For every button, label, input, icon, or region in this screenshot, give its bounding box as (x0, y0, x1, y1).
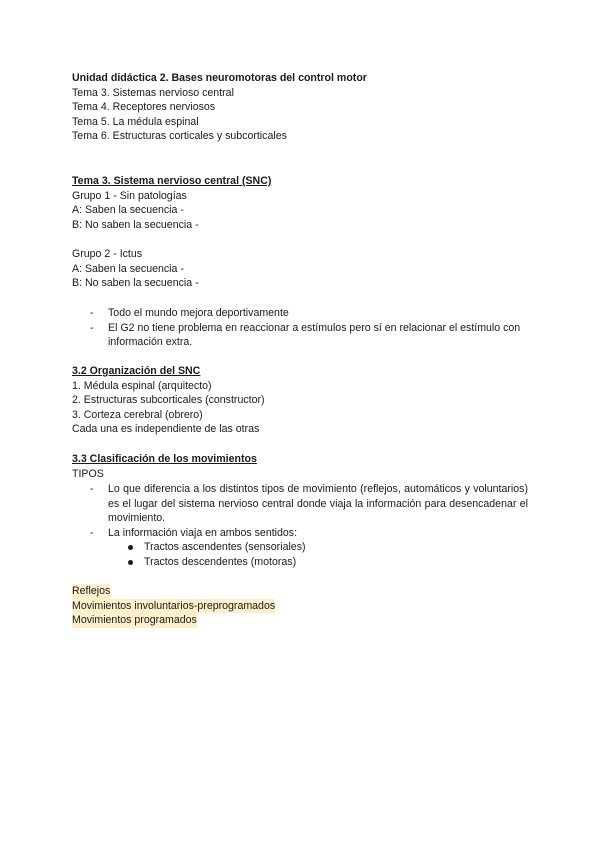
highlighted-text: Reflejos (72, 585, 111, 597)
bullet-icon (128, 545, 133, 550)
list-item (72, 482, 528, 526)
group1-title: Grupo 1 - Sin patologías (72, 189, 187, 202)
section33 (72, 452, 532, 481)
topic-item: Tema 4. Receptores nerviosos (72, 101, 216, 114)
tract-text: Tractos ascendentes (sensoriales) (144, 541, 306, 554)
tema3-heading: Tema 3. Sistema nervioso central (SNC) (72, 175, 272, 187)
list-item (72, 321, 528, 350)
unit-section (72, 71, 532, 144)
tract-text: Tractos descendentes (motoras) (144, 555, 297, 568)
group1-b: B: No saben la secuencia - (72, 218, 199, 231)
dash-marker: - (90, 307, 94, 319)
list-item (72, 555, 528, 570)
unit-title: Unidad didáctica 2. Bases neuromotoras del control motor (72, 72, 367, 84)
group2-a: A: Saben la secuencia - (72, 262, 184, 275)
topic-item: Tema 6. Estructuras corticales y subcorticales (72, 130, 287, 143)
highlighted-text: Movimientos involuntarios-preprogramados (72, 599, 276, 612)
tema3-notes (72, 306, 528, 350)
section33-points (72, 482, 528, 570)
note-text: El G2 no tiene problema en reaccionar a estímulos pero sí en relacionar el estímulo con información extra. (108, 321, 521, 349)
section33-heading: 3.3 Clasificación de los movimientos (72, 453, 257, 465)
point-text: Lo que diferencia a los distintos tipos de movimiento (reflejos, automáticos y voluntarios) es el lugar del sistema nervioso central donde viaja la información para desencadenar el movimiento. (108, 483, 528, 525)
highlighted-text: Movimientos programados (72, 614, 197, 627)
group2-title: Grupo 2 - Ictus (72, 248, 143, 260)
dash-marker: - (90, 321, 94, 334)
group2-b: B: No saben la secuencia - (72, 277, 199, 290)
section32 (72, 364, 532, 437)
topic-item: Tema 5. La médula espinal (72, 115, 199, 128)
tema3-section (72, 174, 532, 232)
dash-marker: - (90, 483, 94, 495)
list-item: 1. Médula espinal (arquitecto) (72, 379, 212, 392)
types-label: TIPOS (72, 467, 104, 480)
list-item: 3. Corteza cerebral (obrero) (72, 408, 203, 421)
highlight-section (72, 584, 532, 628)
section32-note: Cada una es independiente de las otras (72, 423, 260, 436)
dash-marker: - (90, 526, 94, 539)
topic-item: Tema 3. Sistemas nervioso central (72, 86, 234, 99)
point-text: La información viaja en ambos sentidos: (108, 526, 298, 539)
list-item (72, 526, 528, 541)
note-text: Todo el mundo mejora deportivamente (108, 307, 289, 319)
list-item: 2. Estructuras subcorticales (constructor) (72, 394, 265, 407)
bullet-icon (128, 560, 133, 565)
list-item (72, 540, 528, 555)
group1-a: A: Saben la secuencia - (72, 204, 184, 217)
list-item (72, 306, 528, 321)
section32-heading: 3.2 Organización del SNC (72, 365, 201, 377)
group2-section (72, 247, 532, 291)
